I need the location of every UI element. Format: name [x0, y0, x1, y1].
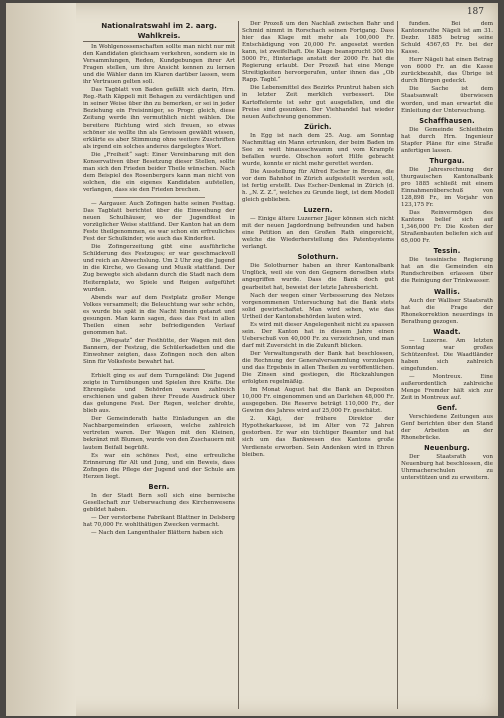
article-paragraph: Der Prozeß um den Nachlaß zwischen Bahr und Schmid nimmt in Rorschach seinen Fortgang. Dass hier das Klage mit mehr als 100,000 Fr. Entschädigung von 20,000 Fr. angesetzt werden kann, ist zweifelhaft. Die Klage beansprucht 300 bis 5000 Fr., Hinterlage anstatt der 2000 Fr. hat die Regierung erlaubt. Der Prozeß hat eine Menge Streitigkeiten hervorgerufen, unter ihnen das „Ob Rapp. Tagbl.“ [242, 21, 394, 84]
newspaper-page [6, 3, 498, 716]
article-separator [113, 369, 205, 370]
article-paragraph: Verschiedene Zeitungen aus Genf berichten über den Stand der Arbeiten an der Rhonebrücke. [401, 414, 493, 442]
article-paragraph: Die Gemeinde Schleitheim hat durch Hrn. Ingenieur Stapfer Pläne für eine Straße anfertigen lassen. [401, 126, 493, 154]
article-paragraph: Nach der wegen einer Verbesserung des Netzes vorgenommenen Untersuchung hat die Bank stets solid gewirtschaftet. Man wird sehen, wie das Urtheil der Kantonsbehörden lauten wird. [242, 292, 394, 320]
article-paragraph: — Einige ältere Luzerner Jäger können sich nicht mit der neuen Jagdordnung befreunden und haben eine Petition an den Großen Rath eingereicht, welche die Wiederherstellung des Patentsystems verlangt. [242, 216, 394, 251]
article-paragraph: Die tessinische Regierung hat an die Gemeinden ein Rundschreiben erlassen über die Reinigung der Trinkwasser. [401, 257, 493, 285]
article-title: Neuenburg. [424, 444, 470, 453]
article-paragraph: Herr Nägeli hat einen Betrag von 6000 Fr. an die Kasse zurückbezahlt, das Übrige ist durch Bürgen gedeckt. [401, 57, 493, 85]
article-title: Solothurn. [297, 253, 339, 262]
column-1 [83, 21, 235, 709]
page-number: 187 [466, 7, 484, 17]
article-paragraph: Der Staatsrath von Neuenburg hat beschlossen, die Uhrmacherschulen zu unterstützen und zu erweitern. [401, 454, 493, 482]
article-paragraph: Die Solothurner haben an ihrer Kantonalbank Unglück, weil sie von den Gegnern derselben stets angegriffen wurde. Dass die Bank doch gut gearbeitet hat, beweist der letzte Jahresbericht. [242, 263, 394, 291]
article-title: Zürich. [304, 122, 332, 131]
article-title: Thurgau. [429, 156, 465, 165]
article-paragraph: Das Tagblatt von Baden gefällt sich darin, Hrn. Reg.-Rath Käppeli mit Behagen zu verdächtigen und in seiner Weise über ihn zu bemerken, er sei in jeder Beziehung ein Freisinniger, so Progr. gleich, diese Zeitung werde ihn vermuthlich nicht wählen. Die bereitere Richtung wird sich freuen, so etwas schöner sie wollte ihn als Gewissen gewählt wissen, erklärte es aber Stimmung ohne weitere Zuschriften als irgend ein solches anderes dargelegtes Wort. [83, 87, 235, 150]
article-paragraph: Das Reinvermögen des Kantons belief sich auf 1,346,000 Fr. Die Kosten der Straßenbauten beliefen sich auf 65,000 Fr. [401, 210, 493, 245]
column-3 [401, 21, 493, 709]
article-paragraph: — Nach den Langenthaler Blättern haben sich [91, 530, 223, 536]
article-title: Tessin. [433, 247, 461, 256]
article-separator [113, 197, 205, 198]
column-1-body [83, 44, 235, 537]
article-paragraph: Die Ausstellung für Alfred Escher in Bronze, die vor dem Bahnhof in Zürich aufgestellt werden soll, ist fertig erstellt. Das Escher-Denkmal in Zürich (d. h. „N. Z. Z.“, welches zu Grunde liegt, ist dem Modell gleich geblieben. [242, 168, 394, 204]
article-paragraph: — Aargauer. Auch Zofingen hatte seinen Festtag. Das Tagblatt berichtet über die Einweihung der neuen Schulhäuser, wo der Jugendfest in vorzüglicher Weise stattfand. Der Kanton hat an dem Feste theilgenommen, es war schon ein erfreuliches Fest der Schulkinder, wie auch das Kinderfest. [83, 200, 235, 243]
article-title: Wallis. [433, 287, 461, 296]
column-rule [238, 21, 239, 709]
section-heading: Nationalratswahl im 2. aarg. Wahlkreis. [83, 21, 235, 42]
article-paragraph: In Wohlgenossenschaften sollte man nicht nur mit den Kandidaten gleichsam verkehren, sondern sie in Versammlungen, Reden, Kundgebungen ihrer Art Fragen stellen, um ihre Ansicht kennen zu lernen und die Wähler dann im Klaren darüber lassen, wem ihr Vertrauen gelten soll. [83, 44, 235, 86]
page-binding-margin [6, 3, 76, 716]
article-paragraph: In der Stadt Bern soll sich eine bernische Gesellschaft zur Ueberwachung des Kirchenwesens gebildet haben. [83, 492, 235, 513]
article-paragraph: Der Verwaltungsrath der Bank hat beschlossen, die Rechnung der Generalversammlung vorzulegen und das Ergebnis in allen Theilen zu veröffentlichen. Die Zinsen sind gestiegen, die Rückzahlungen erfolgten regelmäßig. [242, 350, 394, 386]
article-paragraph: In Egg ist nach dem 25. Aug. am Sonntag Nachmittag ein Mann ertrunken, der beim Baden im See zu weit hinausschwamm und vom Krampfe befallen wurde. Obschon sofort Hilfe gebracht wurde, konnte er nicht mehr gerettet werden. [242, 132, 394, 167]
column-2 [242, 21, 394, 709]
column-rule [397, 21, 398, 709]
article-title: Schaffhausen. [419, 116, 475, 125]
article-paragraph: funden. Bei dem Kantonsrathe Nägeli ist am 31. Dezbr. 1885 betrug seine Schuld 4567,65 Fr. bei der Kasse. [401, 21, 493, 56]
article-title: Luzern. [303, 206, 333, 215]
article-paragraph: Die Zofingerzeitung gibt eine ausführliche Schilderung des Festzuges; er war geschmackvoll und reich an Abwechslung. Um 2 Uhr zog die Jugend in die Kirche, wo Gesang und Musik stattfand. Der Zug bewegte sich alsdann durch die Stadt nach dem Heiternplatz, wo Spiele und Reigen aufgeführt wurden. [83, 244, 235, 293]
article-paragraph: — Der verstorbene Fabrikant Blattner in Delsberg hat 70,000 Fr. wohlthätigen Zwecken vermacht. [83, 514, 235, 528]
article-paragraph: Auch der Walliser Staatsrath hat die Frage der Rhonekorrektion neuerdings in Berathung gezogen. [401, 297, 493, 325]
article-paragraph: Die „Freiheit“ sagt: Einer Vereinbarung mit den Konservativen über Besetzung dieser Stellen, sollte man sich den Frieden beider Theile wünschen. Nach dem Beispiel des Rosenbergers kann man nicht von solchen, die ein eigenes Kandidaten aufstellen, verlangen, dass sie den Frieden brechen. [83, 151, 235, 193]
article-paragraph: — Luzerne. Am letzten Sonntag war großes Schützenfest. Die Waadtländer haben sich zahlreich eingefunden. [401, 337, 493, 372]
article-paragraph: Erhielt ging es auf dem Turngeländ: Die Jugend zeigte in Turnübungen und Spielen ihre Kräfte. Die Ehrengäste und Behörden waren zahlreich erschienen und gaben ihrer Freude Ausdruck über das gelungene Fest. Der Regen, welcher drohte, blieb aus. [83, 373, 235, 415]
article-paragraph: Die Lebensmittel des Bezirks Pruntrut haben sich in letzter Zeit merklich verbessert. Die Kartoffelernte ist sehr gut ausgefallen, und die Preise sind gesunken. Der Viehhandel hat wieder neuen Aufschwung genommen. [242, 85, 394, 120]
article-paragraph: Die „Wegsatz“ der Festhütte, der Wagen mit den Bannern, der Festzug, die Schülerkadetten und die Einwohner zeigten, dass Zofingen noch den alten Sinn für Volksfeste bewahrt hat. [83, 337, 235, 366]
article-paragraph: Die Sache ist dem Staatsanwalt überwiesen worden, und man erwartet die Einleitung der Untersuchung. [401, 86, 493, 114]
article-title: Waadt. [433, 327, 461, 336]
article-paragraph: 2. Kägi, der frühere Direktor der Hypothekarkasse, ist im Alter von 72 Jahren gestorben. Er war ein tüchtiger Beamter und hat sich um das Bankwesen des Kantons große Verdienste erworben. Sein Andenken wird in Ehren bleiben. [242, 416, 394, 458]
article-paragraph: Im Monat August hat die Bank an Depositen 10,000 Fr. eingenommen und an Darlehen 48,000 Fr. ausgegeben. Die Reserve beträgt 110,000 Fr., der Gewinn des Jahres wird auf 25,000 Fr. geschätzt. [242, 387, 394, 415]
article-paragraph: Es war ein schönes Fest, eine erfreuliche Erinnerung für Alt und Jung, und ein Beweis, dass Zofingen die Pflege der Jugend und der Schule am Herzen liegt. [83, 452, 235, 480]
article-title: Bern. [148, 482, 170, 491]
article-paragraph: Abends war auf dem Festplatz großer Menge Volkes versammelt; die Beleuchtung war sehr schön, es wurde bis spät in die Nacht hinein getanzt und gesungen. Man kann sagen, dass das Fest in allen Theilen einen sehr befriedigenden Verlauf genommen hat. [83, 294, 235, 336]
column-3-body [401, 21, 493, 482]
article-paragraph: Es wird mit dieser Angelegenheit nicht zu spassen sein. Der Kanton hat in diesem Jahre einen Ueberschuß von 40,000 Fr. zu verzeichnen, und man darf mit Zuversicht in die Zukunft blicken. [242, 321, 394, 349]
column-2-body [242, 21, 394, 459]
article-paragraph: — Montreux. Eine außerordentlich zahlreiche Menge Fremder hält sich zur Zeit in Montreux auf. [401, 373, 493, 402]
article-title: Genf. [436, 404, 458, 413]
article-paragraph: Die Jahresrechnung der thurgauischen Kantonalbank pro 1885 schließt mit einem Einnahmenüberschuß von 128,898 Fr., im Vorjahr von 123,175 Fr. [401, 166, 493, 209]
article-paragraph: Der Gemeinderath hatte Einladungen an die Nachbargemeinden erlassen, welche zahlreich vertreten waren. Der Wagen mit den Kleinen, bekränzt mit Blumen, wurde von den Zuschauern mit lautem Beifall begrüßt. [83, 416, 235, 451]
